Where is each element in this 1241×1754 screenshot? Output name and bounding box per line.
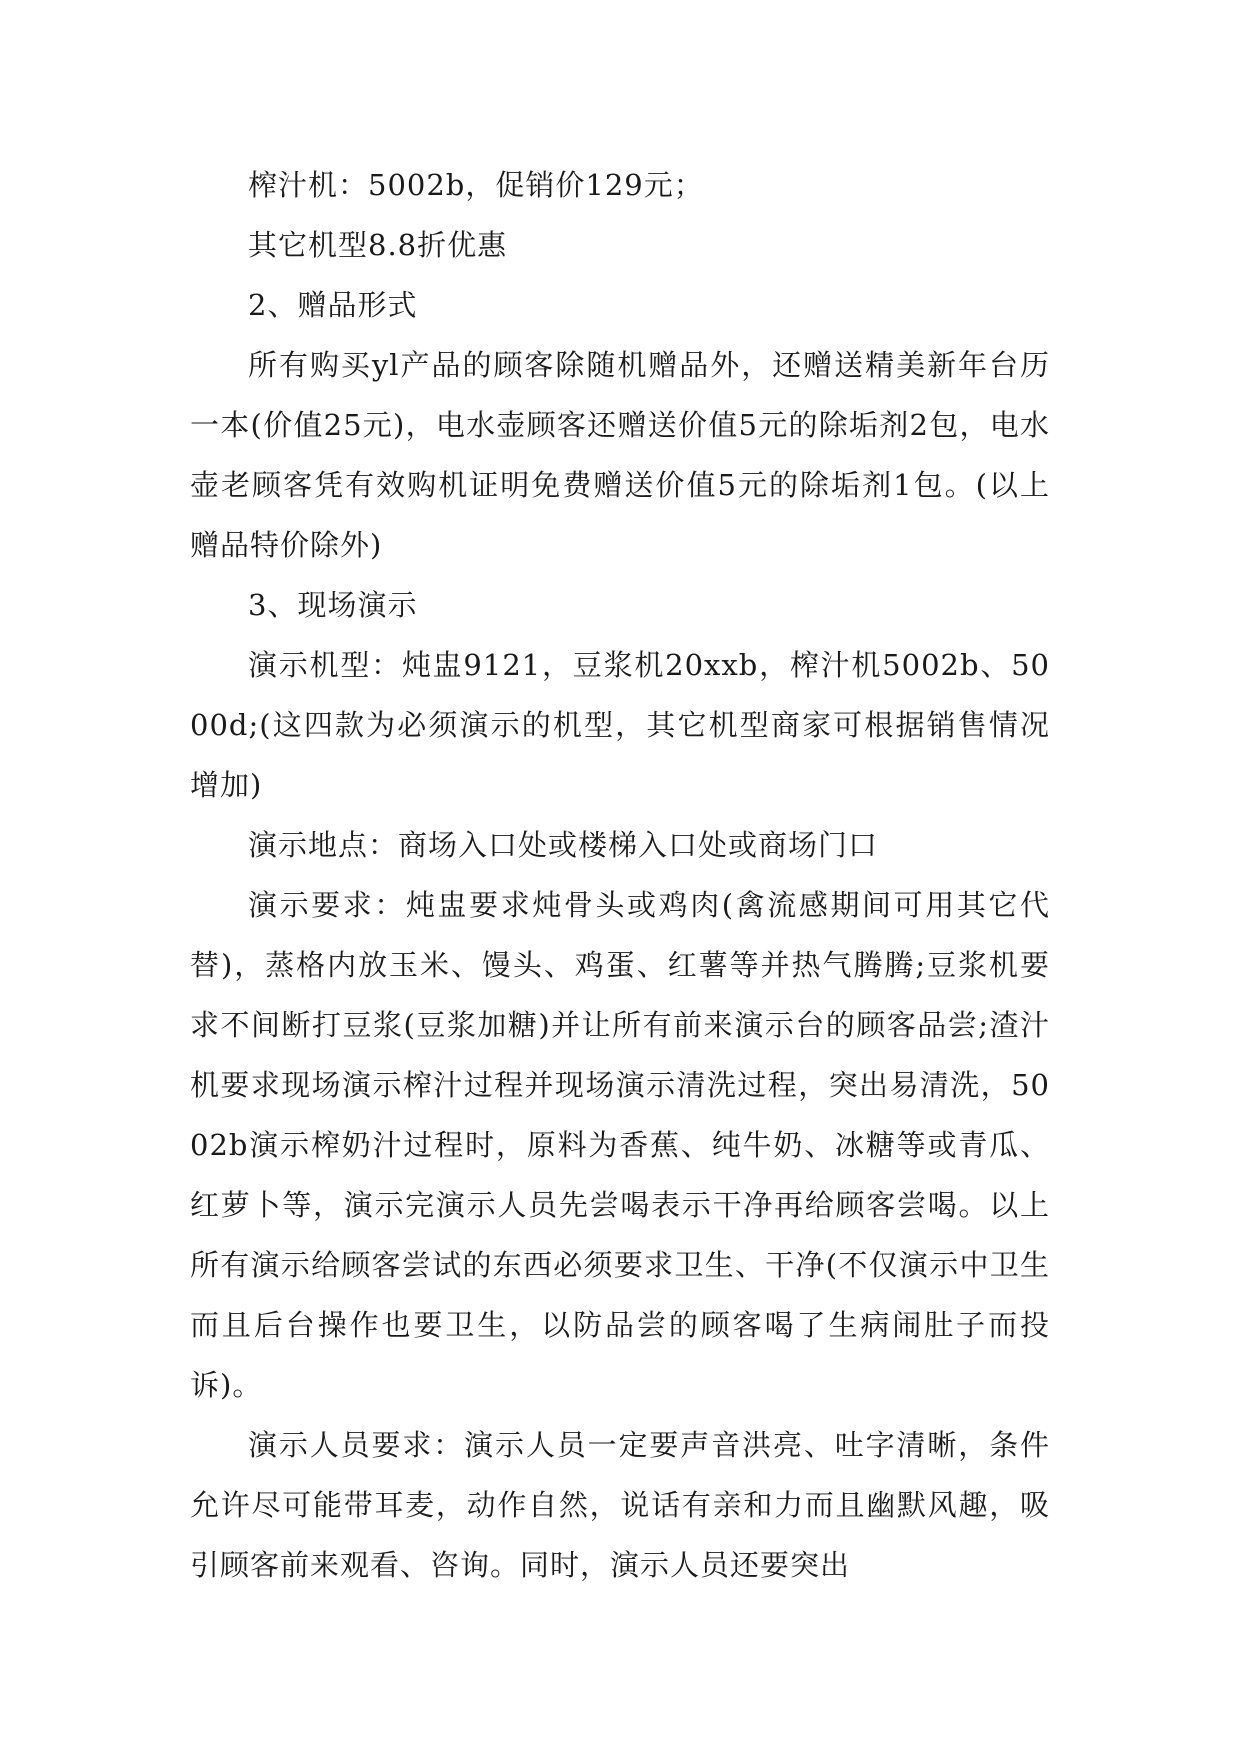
document-page bbox=[190, 155, 1050, 1595]
paragraph-demo-requirements: 演示要求：炖盅要求炖骨头或鸡肉(禽流感期间可用其它代替)，蒸格内放玉米、馒头、鸡蛋、红薯等并热气腾腾;豆浆机要求不间断打豆浆(豆浆加糖)并让所有前来演示台的顾客品尝;渣汁机要求现场演示榨汁过程并现场演示清洗过程，突出易清洗，5002b演示榨奶汁过程时，原料为香蕉、纯牛奶、冰糖等或青瓜、红萝卜等，演示完演示人员先尝喝表示干净再给顾客尝喝。以上所有演示给顾客尝试的东西必须要求卫生、干净(不仅演示中卫生而且后台操作也要卫生，以防品尝的顾客喝了生病闹肚子而投诉)。 bbox=[190, 888, 1050, 1402]
paragraph-demo-models: 演示机型：炖盅9121，豆浆机20xxb，榨汁机5002b、5000d;(这四款为必须演示的机型，其它机型商家可根据销售情况增加) bbox=[190, 648, 1050, 802]
heading-gift-form: 2、赠品形式 bbox=[248, 288, 418, 322]
paragraph-other-models-discount: 其它机型8.8折优惠 bbox=[248, 228, 508, 262]
paragraph-gift-details: 所有购买yl产品的顾客除随机赠品外，还赠送精美新年台历一本(价值25元)，电水壶顾客还赠送价值5元的除垢剂2包，电水壶老顾客凭有效购机证明免费赠送价值5元的除垢剂1包。(以上赠品特价除外) bbox=[190, 348, 1050, 562]
paragraph-demo-location: 演示地点：商场入口处或楼梯入口处或商场门口 bbox=[248, 828, 879, 862]
paragraph-demo-staff-requirements: 演示人员要求：演示人员一定要声音洪亮、吐字清晰，条件允许尽可能带耳麦，动作自然，说话有亲和力而且幽默风趣，吸引顾客前来观看、咨询。同时，演示人员还要突出 bbox=[190, 1428, 1050, 1582]
paragraph-juicer-price: 榨汁机：5002b，促销价129元； bbox=[248, 168, 704, 202]
heading-onsite-demo: 3、现场演示 bbox=[248, 588, 418, 622]
